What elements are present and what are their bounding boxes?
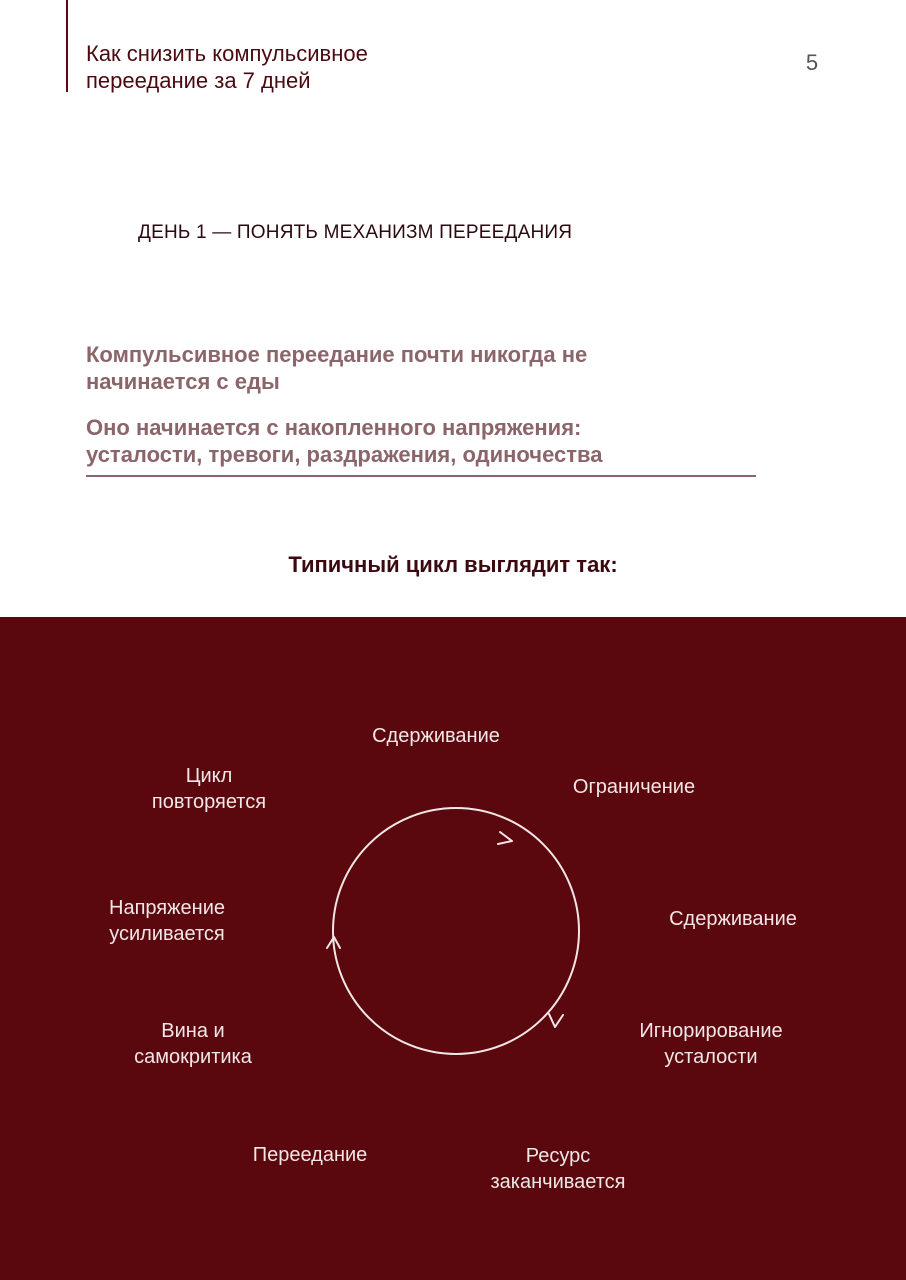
stage-ignoring-fatigue-line-2: усталости <box>664 1046 758 1068</box>
stage-tension <box>67 895 267 947</box>
stage-guilt <box>93 1018 293 1070</box>
header-accent-line <box>66 0 68 92</box>
stage-repeat-line-1: Цикл <box>185 765 233 787</box>
cycle-diagram <box>0 617 906 1280</box>
intro-paragraph-2-line-1: Оно начинается с накопленного напряжения: <box>86 415 582 440</box>
intro-paragraph-1 <box>86 341 587 395</box>
document-title-line-1: Как снизить компульсивное <box>86 41 368 66</box>
intro-paragraph-1-line-2: начинается с еды <box>86 369 280 394</box>
stage-resource-depleted-line-1: Ресурс <box>525 1145 591 1167</box>
stage-overeating: Переедание <box>252 1144 368 1166</box>
intro-paragraph-2 <box>86 414 603 468</box>
cycle-intro-heading: Типичный цикл выглядит так: <box>288 552 618 577</box>
stage-guilt-line-2: самокритика <box>134 1046 252 1068</box>
intro-paragraph-1-line-1: Компульсивное переедание почти никогда не <box>86 342 588 367</box>
paragraph-underline <box>86 475 756 477</box>
intro-paragraph-2-line-2: усталости, тревоги, раздражения, одиночества <box>86 442 603 467</box>
stage-repeat-line-2: повторяется <box>151 791 267 813</box>
cycle-circle <box>333 808 579 1054</box>
stage-ignoring-fatigue-line-1: Игнорирование <box>639 1020 783 1042</box>
stage-restraint-right-label: Сдерживание <box>669 908 797 930</box>
document-title <box>86 40 606 94</box>
arrow-head-bottom-right-icon <box>549 1014 563 1027</box>
document-title-line-2: переедание за 7 дней <box>86 68 311 93</box>
cycle-panel <box>0 617 906 1280</box>
stage-restraint-top: Сдерживание <box>372 725 500 747</box>
arrow-head-top-right-icon <box>498 832 512 844</box>
stage-repeat <box>109 763 309 815</box>
stage-resource-depleted-line-2: заканчивается <box>490 1171 626 1193</box>
stage-restraint-right <box>633 906 833 932</box>
section-title: ДЕНЬ 1 — ПОНЯТЬ МЕХАНИЗМ ПЕРЕЕДАНИЯ <box>138 222 573 243</box>
stage-ignoring-fatigue <box>601 1018 821 1070</box>
stage-resource-depleted <box>458 1143 658 1195</box>
page-number: 5 <box>805 50 819 75</box>
stage-tension-line-1: Напряжение <box>109 897 225 919</box>
stage-tension-line-2: усиливается <box>109 923 225 945</box>
stage-restriction: Ограничение <box>572 776 696 798</box>
stage-guilt-line-1: Вина и <box>161 1020 225 1042</box>
